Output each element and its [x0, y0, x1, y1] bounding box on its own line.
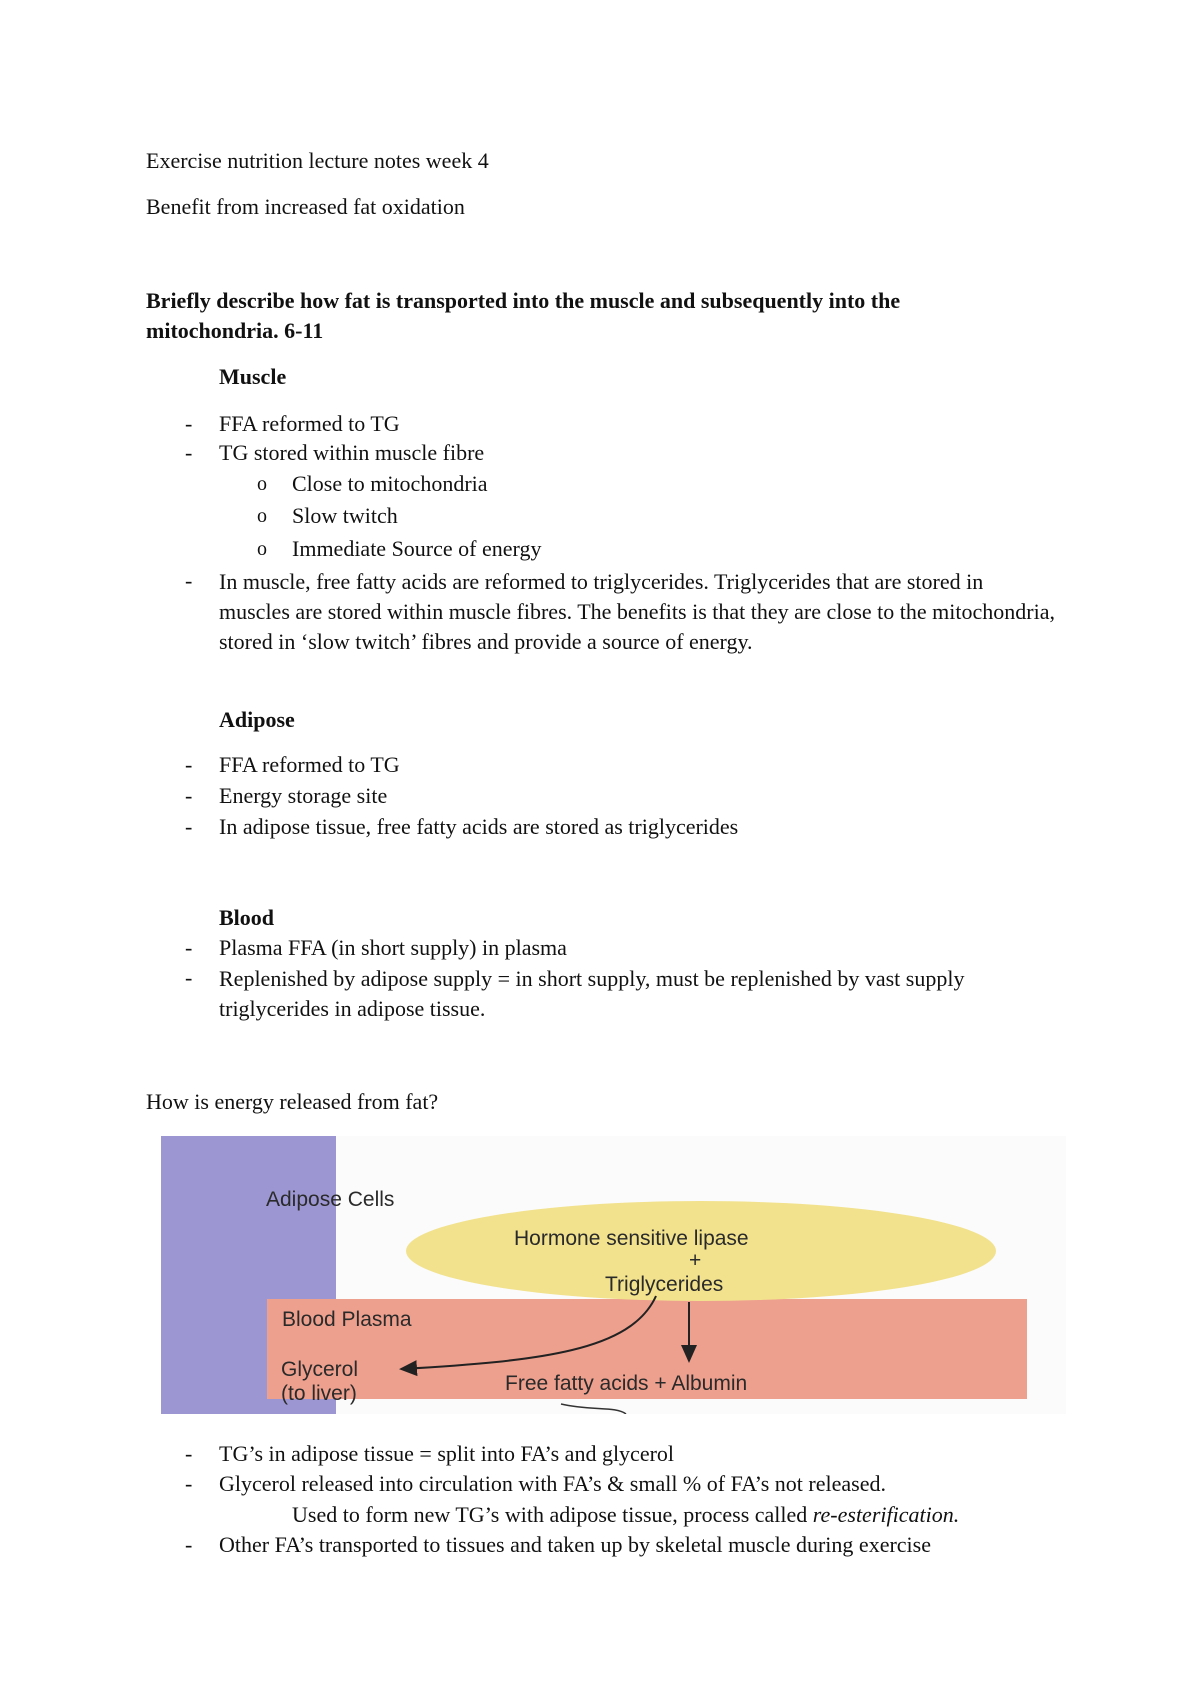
- release-item: TG’s in adipose tissue = split into FA’s and glycerol: [219, 1441, 675, 1466]
- circle-bullet-icon: o: [257, 538, 267, 560]
- hsl-label: Hormone sensitive lipase: [514, 1227, 749, 1250]
- document-subtitle: Benefit from increased fat oxidation: [146, 194, 465, 219]
- dash-bullet-icon: -: [185, 1532, 193, 1557]
- muscle-item: FFA reformed to TG: [219, 411, 400, 436]
- fat-release-diagram: [161, 1136, 1066, 1414]
- triglycerides-label: Triglycerides: [605, 1273, 724, 1296]
- adipose-heading: Adipose: [219, 707, 295, 732]
- dash-bullet-icon: -: [185, 814, 193, 839]
- muscle-item: TG stored within muscle fibre: [219, 440, 485, 465]
- dash-bullet-icon: -: [185, 1441, 193, 1466]
- glycerol-arrow: [401, 1296, 656, 1369]
- muscle-heading: Muscle: [219, 364, 287, 389]
- dash-bullet-icon: -: [185, 440, 193, 465]
- release-subitem: [292, 1501, 959, 1529]
- dash-bullet-icon: -: [185, 965, 193, 990]
- diagram-arrows: [161, 1136, 1066, 1414]
- blood-heading: Blood: [219, 905, 275, 930]
- dash-bullet-icon: -: [185, 411, 193, 436]
- underline-stroke: [561, 1404, 626, 1414]
- release-item: Other FA’s transported to tissues and taken up by skeletal muscle during exercise: [219, 1532, 931, 1557]
- release-sub-text: Used to form new TG’s with adipose tissue, process called: [292, 1502, 813, 1527]
- ffa-albumin-label: Free fatty acids + Albumin: [505, 1372, 748, 1395]
- release-item: Glycerol released into circulation with FA’s & small % of FA’s not released.: [219, 1471, 886, 1496]
- plus-label: +: [689, 1249, 702, 1272]
- dash-bullet-icon: -: [185, 935, 193, 960]
- circle-bullet-icon: o: [257, 505, 267, 527]
- muscle-subitem: Immediate Source of energy: [292, 536, 542, 561]
- adipose-item: In adipose tissue, free fatty acids are stored as triglycerides: [219, 814, 739, 839]
- re-esterification-term: re-esterification.: [812, 1502, 960, 1527]
- glycerol-label: Glycerol: [281, 1358, 359, 1381]
- adipose-item: Energy storage site: [219, 783, 388, 808]
- blood-plasma-label: Blood Plasma: [282, 1308, 412, 1331]
- dash-bullet-icon: -: [185, 568, 193, 593]
- dash-bullet-icon: -: [185, 1471, 193, 1496]
- dash-bullet-icon: -: [185, 783, 193, 808]
- to-liver-label: (to liver): [281, 1382, 357, 1405]
- energy-question: How is energy released from fat?: [146, 1089, 439, 1114]
- circle-bullet-icon: o: [257, 473, 267, 495]
- adipose-item: FFA reformed to TG: [219, 752, 400, 777]
- blood-item: Replenished by adipose supply = in short supply, must be replenished by vast supply triglycerides in adipose tissue.: [219, 966, 965, 1021]
- muscle-paragraph: In muscle, free fatty acids are reformed to triglycerides. Triglycerides that are stored in muscles are stored within muscle fibres. The benefits is that they are close to the mitochondria, stored in ‘slow twitch’ fibres and provide a source of energy.: [219, 569, 1055, 654]
- dash-bullet-icon: -: [185, 752, 193, 777]
- document-title: Exercise nutrition lecture notes week 4: [146, 148, 489, 173]
- question-line-2: mitochondria. 6-11: [146, 318, 324, 343]
- adipose-cells-label: Adipose Cells: [266, 1188, 395, 1211]
- question-line-1: Briefly describe how fat is transported into the muscle and subsequently into the: [146, 288, 901, 313]
- muscle-subitem: Slow twitch: [292, 503, 398, 528]
- muscle-subitem: Close to mitochondria: [292, 471, 488, 496]
- blood-item: Plasma FFA (in short supply) in plasma: [219, 935, 567, 960]
